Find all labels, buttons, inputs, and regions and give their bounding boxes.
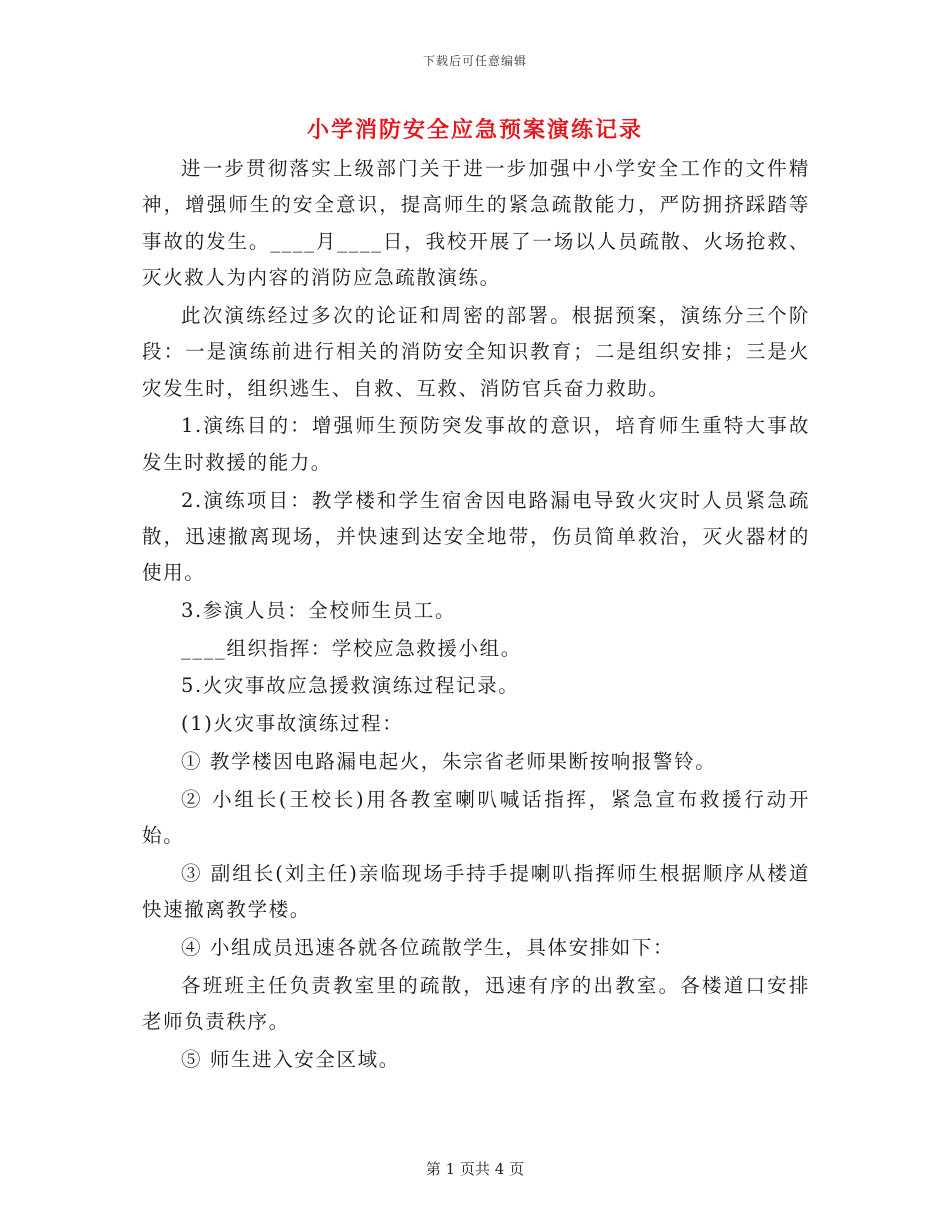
- paragraph-step-2: ② 小组长(王校长)用各教室喇叭喊话指挥，紧急宣布救援行动开始。: [142, 787, 810, 847]
- paragraph-stages: 此次演练经过多次的论证和周密的部署。根据预案，演练分三个阶段：一是演练前进行相关的消防安全知识教育；二是组织安排；三是火灾发生时，组织逃生、自救、互救、消防官兵奋力救助。: [142, 303, 810, 400]
- paragraph-process-heading: (1)火灾事故演练过程：: [181, 712, 404, 736]
- document-body: [142, 151, 810, 1079]
- paragraph-purpose: 1.演练目的：增强师生预防突发事故的意识，培育师生重特大事故发生时救援的能力。: [142, 414, 810, 474]
- paragraph-step-4: ④ 小组成员迅速各就各位疏散学生，具体安排如下：: [181, 935, 675, 959]
- paragraph-items: 2.演练项目：教学楼和学生宿舍因电路漏电导致火灾时人员紧急疏散，迅速撤离现场，并快速到达安全地带，伤员简单救治，灭火器材的使用。: [142, 488, 810, 585]
- page-number: 第 1 页共 4 页: [425, 1160, 525, 1178]
- paragraph-participants: 3.参演人员：全校师生员工。: [181, 599, 457, 623]
- document-title: 小学消防安全应急预案演练记录: [306, 117, 643, 143]
- paragraph-step-5: ⑤ 师生进入安全区域。: [181, 1047, 400, 1071]
- paragraph-record: 5.火灾事故应急援救演练过程记录。: [181, 674, 520, 698]
- paragraph-step-1: ① 教学楼因电路漏电起火，朱宗省老师果断按响报警铃。: [181, 749, 717, 773]
- paragraph-command: ____组织指挥：学校应急救援小组。: [181, 636, 522, 660]
- paragraph-arrangement: 各班班主任负责教室里的疏散，迅速有序的出教室。各楼道口安排老师负责秩序。: [142, 973, 810, 1033]
- page-header: 下载后可任意编辑: [422, 54, 527, 68]
- paragraph-step-3: ③ 副组长(刘主任)亲临现场手持手提喇叭指挥师生根据顺序从楼道快速撤离教学楼。: [142, 861, 810, 922]
- paragraph-intro: 进一步贯彻落实上级部门关于进一步加强中小学安全工作的文件精神，增强师生的安全意识，提高师生的紧急疏散能力，严防拥挤踩踏等事故的发生。____月____日，我校开展了一场以人员疏散、火场抢救、灭火救人为内容的消防应急疏散演练。: [142, 157, 810, 290]
